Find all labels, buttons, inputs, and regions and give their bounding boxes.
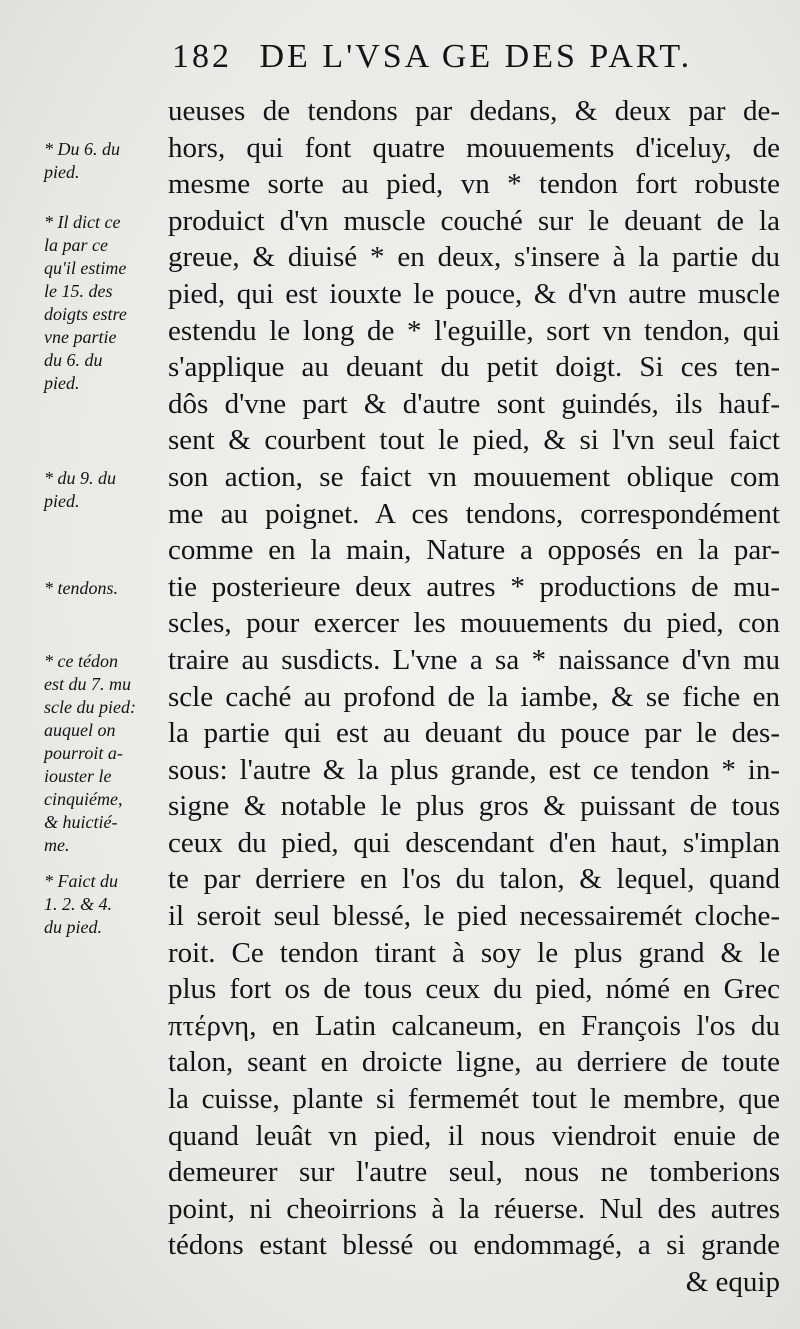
body-line: roit. Ce tendon tirant à soy le plus grand & le [168,936,780,969]
body-line: scle caché au profond de la iambe, & se fiche en [168,680,780,713]
margin-note-line: pied. [44,491,80,511]
running-title: DE L'VSA GE DES PART. [259,38,693,75]
margin-note-line: & huictié- [44,812,118,832]
margin-note-line: vne partie [44,326,117,347]
body-line: quand leuât vn pied, il nous viendroit enuie de [168,1119,780,1152]
body-line: la partie qui est au deuant du pouce par le des- [168,717,780,750]
margin-note-line: doigts estre [44,303,127,324]
body-line: point, ni cheoirrions à la réuerse. Nul des autres [168,1192,780,1225]
margin-note-line: le 15. des [44,280,113,301]
page-header [172,38,782,82]
body-line: ueuses de tendons par dedans, & deux par de- [168,95,780,127]
margin-note-line: du 6. du [44,349,103,370]
page-number: 182 [172,38,232,75]
body-line: traire au susdicts. L'vne a sa * naissance d'vn mu [168,643,780,676]
margin-note-line: du pied. [44,916,102,937]
body-line: sent & courbent tout le pied, & si l'vn seul faict [168,424,780,457]
margin-note-line: qu'il estime [44,257,127,278]
margin-note-line: pied. [44,161,80,182]
margin-note-line: 1. 2. & 4. [44,893,113,914]
margin-note [44,870,118,939]
margin-note-line: * Du 6. du [44,138,120,159]
margin-note-line: auquel on [44,720,116,740]
margin-note-line: pied. [44,372,80,393]
body-line: πτέρνη, en Latin calcaneum, en François l'os du [168,1009,780,1042]
body-line: la cuisse, plante si fermemét tout le membre, que [168,1083,780,1116]
margin-note-line: * du 9. du [44,468,116,488]
margin-note-line: * Faict du [44,870,118,891]
body-line: me au poignet. A ces tendons, correspondément [168,497,780,530]
body-line: estendu le long de * l'eguille, sort vn tendon, qui [168,314,780,347]
margin-note-line: me. [44,835,70,855]
body-line: dôs d'vne part & d'autre sont guindés, ils hauf- [168,387,780,420]
margin-note-line: * ce tédon [44,651,118,671]
body-line: produict d'vn muscle couché sur le deuant de la [168,204,780,237]
margin-note [44,467,116,513]
body-text [168,93,780,1301]
margin-note-line: est du 7. mu [44,674,131,694]
body-line: ceux du pied, qui descendant d'en haut, s'implan [168,826,780,859]
body-line: scles, pour exercer les mouuements du pied, con [168,607,780,640]
show-through-bleed [764,1050,794,1230]
body-line: plus fort os de tous ceux du pied, nómé en Grec [168,973,780,1006]
margin-note-line: la par ce [44,234,108,255]
margin-note [44,650,136,857]
body-line: sous: l'autre & la plus grande, est ce tendon * in- [168,753,780,786]
body-line: talon, seant en droicte ligne, au derriere de toute [168,1046,780,1079]
margin-note-line: cinquiéme, [44,789,123,809]
body-line: pied, qui est iouxte le pouce, & d'vn autre muscle [168,277,780,310]
margin-note-line: scle du pied: [44,697,136,717]
margin-note [44,138,120,184]
body-line: tédons estant blessé ou endommagé, a si grande [168,1229,780,1262]
body-line: s'applique au deuant du petit doigt. Si ces ten- [168,351,780,384]
body-line: il seroit seul blessé, le pied necessairemét cloche- [168,900,780,933]
body-line: hors, qui font quatre mouuements d'iceluy, de [168,131,780,164]
margin-note-line: iouster le [44,766,112,786]
body-line: greue, & diuisé * en deux, s'insere à la partie du [168,241,780,274]
body-line: comme en la main, Nature a opposés en la par- [168,534,780,567]
body-line: signe & notable le plus gros & puissant de tous [168,790,780,823]
body-line: tie posterieure deux autres * productions de mu- [168,570,780,603]
margin-note [44,211,127,395]
body-line: demeurer sur l'autre seul, nous ne tomberions [168,1156,780,1189]
margin-note-line: * Il dict ce [44,211,121,232]
margin-note [44,577,118,600]
margin-note-line: pourroit a- [44,743,123,763]
body-line: te par derriere en l'os du talon, & lequel, quand [168,863,780,896]
body-line: son action, se faict vn mouuement oblique com [168,460,780,493]
body-line: mesme sorte au pied, vn * tendon fort robuste [168,168,780,201]
margin-note-line: * tendons. [44,577,118,598]
body-line: & equip [685,1266,780,1298]
